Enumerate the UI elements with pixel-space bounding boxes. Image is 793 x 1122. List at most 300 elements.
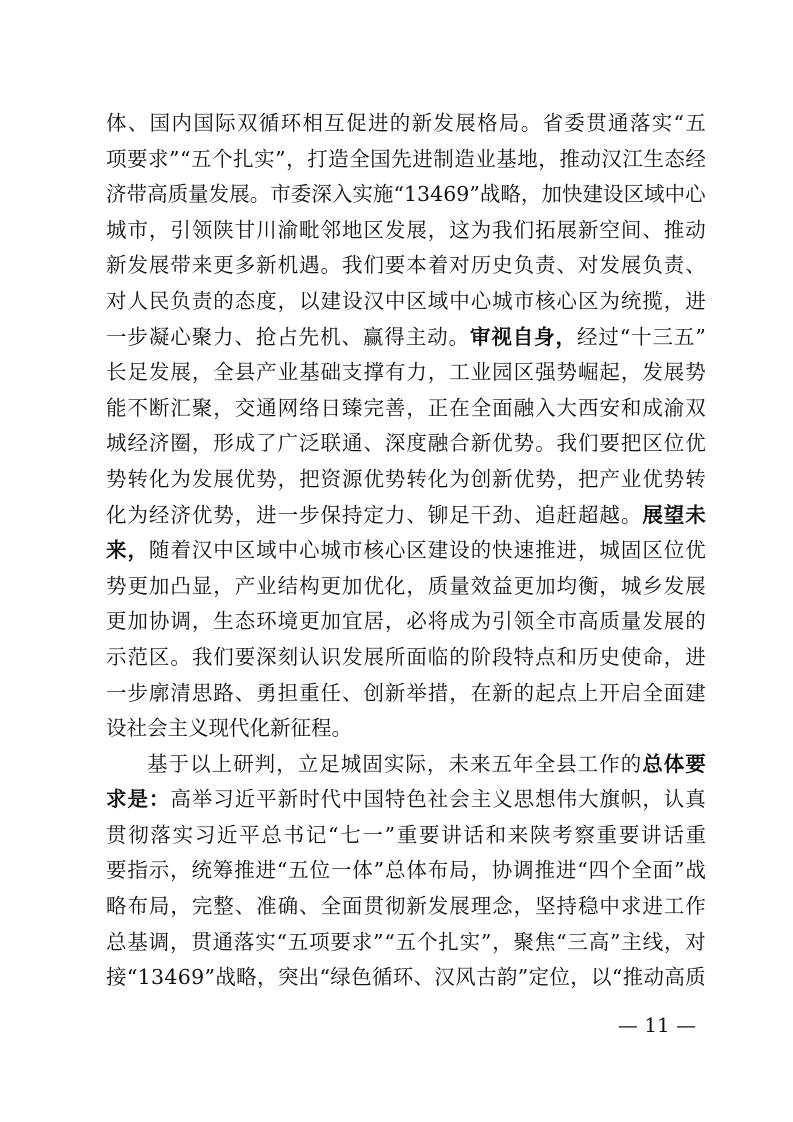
text-char: 阶 bbox=[470, 644, 492, 669]
text-char: 、 bbox=[685, 253, 706, 278]
text-char: 在 bbox=[470, 680, 492, 705]
text-char: ， bbox=[620, 360, 642, 385]
text-char: 负 bbox=[170, 288, 191, 313]
text-char: 能 bbox=[106, 395, 127, 420]
text-char: 中 bbox=[341, 787, 363, 812]
text-char: 经 bbox=[685, 146, 706, 171]
text-char: 9 bbox=[191, 965, 205, 990]
text-char: ， bbox=[470, 858, 491, 883]
text-char: 势 bbox=[106, 466, 127, 491]
text-char: 市 bbox=[270, 182, 291, 207]
text-char: 五 bbox=[673, 324, 695, 349]
text-char: 进 bbox=[642, 894, 663, 919]
text-char: 经 bbox=[148, 502, 170, 527]
text-char: 市 bbox=[556, 609, 578, 634]
text-char: 义 bbox=[492, 787, 513, 812]
text-char: 遇 bbox=[299, 253, 320, 278]
text-char: 判 bbox=[254, 751, 276, 776]
text-char: 地 bbox=[341, 217, 363, 242]
text-char: 伟 bbox=[556, 787, 578, 812]
text-char: 发 bbox=[427, 894, 449, 919]
text-char: ， bbox=[663, 929, 685, 954]
text-char: 征 bbox=[290, 716, 311, 741]
text-char: 动 bbox=[685, 217, 706, 242]
text-char: 现 bbox=[208, 716, 229, 741]
text-char: 国 bbox=[370, 146, 391, 171]
text-char: 优 bbox=[363, 466, 384, 491]
text-char: 西 bbox=[577, 395, 599, 420]
text-line bbox=[106, 426, 706, 462]
text-char: 一 bbox=[362, 822, 383, 847]
text-char: ” bbox=[384, 822, 396, 847]
text-char: 工 bbox=[449, 360, 470, 385]
text-char: 质 bbox=[599, 609, 620, 634]
text-char: 实 bbox=[172, 822, 194, 847]
text-char: 引 bbox=[170, 217, 191, 242]
text-char: ” bbox=[275, 146, 286, 171]
text-char: 的 bbox=[449, 644, 470, 669]
text-char: 经 bbox=[576, 324, 598, 349]
text-char: 造 bbox=[454, 146, 475, 171]
text-char: 入 bbox=[535, 395, 556, 420]
text-char: 局 bbox=[449, 858, 470, 883]
text-char: ” bbox=[204, 965, 215, 990]
text-char: 责 bbox=[535, 253, 556, 278]
text-char: 和 bbox=[556, 644, 578, 669]
text-char: 历 bbox=[577, 644, 599, 669]
text-char: 担 bbox=[277, 680, 299, 705]
text-char: 色 bbox=[351, 965, 372, 990]
text-char: 速 bbox=[513, 538, 535, 563]
text-char: 一 bbox=[106, 680, 127, 705]
section-heading-review-self: 审 bbox=[469, 324, 491, 349]
text-char: 域 bbox=[256, 538, 277, 563]
text-char: 作 bbox=[685, 894, 706, 919]
text-char: 话 bbox=[663, 822, 684, 847]
text-char: 双 bbox=[236, 111, 258, 135]
text-char: 责 bbox=[191, 288, 213, 313]
text-char: 地 bbox=[517, 146, 538, 171]
text-char: 发 bbox=[384, 217, 406, 242]
text-char: 快 bbox=[492, 538, 513, 563]
text-char: 产 bbox=[256, 360, 277, 385]
text-char: 加 bbox=[148, 573, 170, 598]
text-char: 新 bbox=[384, 680, 406, 705]
text-char: 扎 bbox=[438, 929, 459, 954]
text-char: 定 bbox=[363, 502, 384, 527]
section-heading-review-self: 视 bbox=[491, 324, 512, 349]
text-char: 帜 bbox=[620, 787, 642, 812]
text-char: 重 bbox=[396, 822, 418, 847]
text-char: 入 bbox=[331, 182, 353, 207]
text-char: 面 bbox=[341, 894, 363, 919]
text-char: 机 bbox=[277, 253, 299, 278]
text-char: “ bbox=[556, 929, 567, 954]
text-char: 发 bbox=[341, 644, 363, 669]
text-char: 构 bbox=[299, 573, 320, 598]
text-char: 要 bbox=[419, 822, 440, 847]
text-char: 、 bbox=[341, 680, 363, 705]
text-char: 优 bbox=[685, 431, 706, 456]
text-char: 经 bbox=[127, 431, 148, 456]
text-char: 点 bbox=[535, 644, 556, 669]
text-char: 一 bbox=[330, 858, 352, 883]
text-char: 个 bbox=[416, 929, 438, 954]
text-char: 定 bbox=[528, 965, 550, 990]
text-char: 中 bbox=[664, 182, 686, 207]
text-char: 区 bbox=[513, 360, 535, 385]
text-char: 业 bbox=[470, 360, 492, 385]
text-char: 准 bbox=[256, 894, 277, 919]
text-char: ， bbox=[449, 680, 470, 705]
text-char: 越 bbox=[599, 502, 620, 527]
text-char: 设 bbox=[106, 716, 127, 741]
text-char: 五 bbox=[191, 146, 212, 171]
text-char: 展 bbox=[663, 609, 685, 634]
text-char: 甘 bbox=[234, 217, 256, 242]
text-char: 路 bbox=[213, 680, 234, 705]
text-char: 泛 bbox=[299, 431, 320, 456]
text-char: 日 bbox=[320, 395, 342, 420]
text-char: 为 bbox=[470, 609, 492, 634]
text-char: ” bbox=[373, 929, 384, 954]
text-char: 发 bbox=[433, 111, 454, 135]
text-char: 市 bbox=[513, 288, 535, 313]
text-char: 举 bbox=[191, 787, 213, 812]
text-char: 协 bbox=[148, 609, 170, 634]
text-char: 主 bbox=[405, 324, 427, 349]
text-char: 布 bbox=[427, 858, 449, 883]
text-char: 未 bbox=[448, 751, 469, 776]
text-char: 环 bbox=[280, 111, 302, 135]
text-char: 、 bbox=[363, 431, 384, 456]
text-char: 、 bbox=[127, 111, 149, 135]
text-char: 通 bbox=[341, 431, 363, 456]
text-char: 势 bbox=[663, 466, 685, 491]
text-line bbox=[106, 355, 706, 391]
text-char: 我 bbox=[191, 644, 213, 669]
text-char: 整 bbox=[213, 894, 234, 919]
text-char: 圈 bbox=[170, 431, 191, 456]
text-char: 进 bbox=[555, 858, 577, 883]
text-char: 展 bbox=[663, 360, 685, 385]
text-char: 铆 bbox=[427, 502, 449, 527]
text-char: 色 bbox=[406, 787, 427, 812]
text-char: 优 bbox=[685, 538, 706, 563]
text-char: 量 bbox=[620, 609, 642, 634]
text-char: 际 bbox=[405, 751, 426, 776]
text-char: 完 bbox=[191, 894, 213, 919]
text-char: 五 bbox=[288, 858, 309, 883]
section-heading-overall-requirement: 要 bbox=[685, 751, 706, 776]
text-line bbox=[106, 391, 706, 427]
text-char: 新 bbox=[406, 894, 427, 919]
text-char: 打 bbox=[307, 146, 328, 171]
text-char: ” bbox=[674, 858, 685, 883]
text-char: 全 bbox=[470, 395, 492, 420]
text-char: 邻 bbox=[320, 217, 342, 242]
text-char: 全 bbox=[631, 858, 652, 883]
text-char: 结 bbox=[277, 573, 299, 598]
text-char: 贯 bbox=[586, 111, 607, 135]
text-char: 重 bbox=[685, 822, 706, 847]
text-char: 新 bbox=[492, 680, 513, 705]
text-char: 来 bbox=[507, 822, 529, 847]
text-char: 质 bbox=[427, 573, 449, 598]
text-char: 干 bbox=[470, 502, 492, 527]
text-char: 占 bbox=[277, 324, 298, 349]
text-char: 崛 bbox=[577, 360, 599, 385]
text-char: 们 bbox=[213, 644, 234, 669]
text-char: 责 bbox=[663, 253, 685, 278]
text-char: 新 bbox=[470, 431, 492, 456]
text-char: 调 bbox=[513, 858, 534, 883]
text-char: 济 bbox=[106, 182, 127, 207]
text-char: 力 bbox=[213, 324, 234, 349]
text-char: 高 bbox=[588, 929, 610, 954]
text-char: 城 bbox=[620, 573, 642, 598]
text-char: 加 bbox=[127, 609, 148, 634]
text-char: 刻 bbox=[277, 644, 299, 669]
text-char: 要 bbox=[234, 644, 256, 669]
text-char: 域 bbox=[427, 288, 449, 313]
text-char: 项 bbox=[106, 146, 127, 171]
text-char: 对 bbox=[106, 288, 127, 313]
text-char: 展 bbox=[620, 253, 642, 278]
text-char: 工 bbox=[577, 751, 599, 776]
text-char: 有 bbox=[384, 360, 406, 385]
text-char: 推 bbox=[622, 965, 644, 990]
text-char: 广 bbox=[277, 431, 299, 456]
text-char: 新 bbox=[277, 787, 299, 812]
text-char: 基 bbox=[127, 929, 148, 954]
text-char: 设 bbox=[449, 538, 470, 563]
text-char: 完 bbox=[363, 395, 384, 420]
text-char: 通 bbox=[212, 929, 234, 954]
text-char: 加 bbox=[320, 609, 342, 634]
text-char: ” bbox=[373, 858, 385, 883]
text-char: 6 bbox=[443, 182, 457, 207]
text-char: 6 bbox=[177, 965, 191, 990]
text-char: 得 bbox=[384, 324, 405, 349]
text-char: 深 bbox=[311, 182, 332, 207]
text-char: 习 bbox=[213, 787, 234, 812]
text-char: 济 bbox=[170, 502, 191, 527]
text-char: 会 bbox=[449, 787, 470, 812]
text-char: 面 bbox=[492, 395, 513, 420]
text-char: 先 bbox=[391, 146, 412, 171]
text-char: 示 bbox=[106, 644, 127, 669]
text-char: 间 bbox=[620, 217, 642, 242]
text-char: 带 bbox=[170, 253, 191, 278]
text-char: 面 bbox=[663, 680, 685, 705]
text-char: 认 bbox=[299, 644, 320, 669]
text-char: 设 bbox=[341, 288, 363, 313]
text-char: 长 bbox=[106, 360, 127, 385]
text-char: 态 bbox=[234, 288, 256, 313]
text-line bbox=[106, 106, 706, 142]
text-char: 着 bbox=[427, 253, 449, 278]
text-char: 优 bbox=[191, 502, 213, 527]
text-char: 求 bbox=[620, 894, 642, 919]
text-char: 更 bbox=[213, 253, 234, 278]
text-char: 市 bbox=[127, 217, 148, 242]
text-char: 区 bbox=[406, 288, 427, 313]
text-char: 区 bbox=[148, 644, 170, 669]
text-char: 产 bbox=[234, 573, 256, 598]
text-char: “ bbox=[319, 965, 330, 990]
text-char: 1 bbox=[137, 965, 151, 990]
text-char: 量 bbox=[449, 573, 470, 598]
text-line bbox=[106, 818, 706, 854]
text-char: 臻 bbox=[341, 395, 363, 420]
text-char: ， bbox=[538, 146, 559, 171]
section-heading-outlook: 望 bbox=[663, 502, 685, 527]
text-char: 持 bbox=[556, 894, 578, 919]
text-char: 的 bbox=[513, 680, 535, 705]
text-line bbox=[106, 640, 706, 676]
text-char: 步 bbox=[127, 680, 148, 705]
text-char: 、 bbox=[642, 217, 663, 242]
text-char: “ bbox=[276, 858, 288, 883]
text-char: 加 bbox=[535, 573, 556, 598]
text-char: 度 bbox=[406, 431, 427, 456]
text-char: 十 bbox=[631, 324, 652, 349]
text-char: 城 bbox=[340, 751, 362, 776]
text-char: 转 bbox=[406, 466, 427, 491]
text-char: 态 bbox=[664, 146, 685, 171]
text-char: 启 bbox=[620, 680, 642, 705]
text-char: 汉 bbox=[363, 288, 384, 313]
text-char: 展 bbox=[685, 573, 706, 598]
text-char: 全 bbox=[642, 680, 663, 705]
text-char: 讲 bbox=[441, 822, 462, 847]
text-char: 时 bbox=[299, 787, 320, 812]
text-char: 的 bbox=[470, 538, 492, 563]
text-char: 韵 bbox=[496, 965, 518, 990]
text-char: 起 bbox=[599, 360, 620, 385]
text-char: 书 bbox=[283, 822, 305, 847]
text-char: 。 bbox=[249, 182, 271, 207]
text-char: 发 bbox=[599, 253, 620, 278]
text-char: 为 bbox=[449, 466, 470, 491]
text-char: 进 bbox=[412, 146, 433, 171]
text-char: 作 bbox=[599, 751, 620, 776]
text-char: 线 bbox=[642, 929, 664, 954]
text-char: ， bbox=[191, 360, 213, 385]
text-char: 业 bbox=[620, 466, 642, 491]
text-char: 落 bbox=[233, 929, 255, 954]
text-char: “ bbox=[619, 324, 631, 349]
text-char: 进 bbox=[255, 858, 277, 883]
section-heading-outlook: ， bbox=[127, 538, 148, 563]
text-char: 举 bbox=[406, 680, 427, 705]
text-char: 五 bbox=[685, 111, 706, 135]
text-char: 超 bbox=[577, 502, 599, 527]
text-char: 体 bbox=[406, 858, 427, 883]
text-char: 研 bbox=[233, 751, 254, 776]
text-char: 坚 bbox=[535, 894, 556, 919]
text-char: 力 bbox=[384, 502, 406, 527]
text-char: 我 bbox=[492, 217, 513, 242]
text-char: 年 bbox=[513, 751, 534, 776]
text-char: 推 bbox=[534, 858, 556, 883]
text-char: 4 bbox=[164, 965, 178, 990]
text-char: 基 bbox=[496, 146, 517, 171]
text-char: 面 bbox=[406, 644, 427, 669]
text-char: 正 bbox=[427, 395, 449, 420]
text-char: 业 bbox=[256, 573, 277, 598]
text-char: 人 bbox=[127, 288, 148, 313]
text-char: 基 bbox=[147, 751, 168, 776]
text-char: 优 bbox=[513, 466, 535, 491]
text-char: 转 bbox=[685, 466, 706, 491]
text-char: 足 bbox=[319, 751, 340, 776]
text-char: 均 bbox=[556, 573, 578, 598]
text-char: 。 bbox=[320, 253, 342, 278]
text-char: 了 bbox=[256, 431, 277, 456]
text-char: 展 bbox=[229, 182, 250, 207]
text-char: 善 bbox=[384, 395, 406, 420]
text-char: 建 bbox=[685, 680, 706, 705]
text-char: 相 bbox=[302, 111, 323, 135]
text-char: 负 bbox=[513, 253, 535, 278]
text-char: ” bbox=[469, 182, 480, 207]
text-char: 五 bbox=[395, 929, 417, 954]
text-char: 发 bbox=[642, 360, 663, 385]
text-char: ， bbox=[406, 395, 427, 420]
text-char: 对 bbox=[449, 253, 470, 278]
text-char: 益 bbox=[492, 573, 513, 598]
text-char: ， bbox=[191, 609, 213, 634]
text-char: 体 bbox=[352, 858, 373, 883]
text-char: 步 bbox=[127, 324, 148, 349]
text-char: 区 bbox=[642, 538, 663, 563]
text-char: ” bbox=[517, 965, 529, 990]
text-char: 位 bbox=[663, 431, 685, 456]
text-char: 义 bbox=[188, 716, 209, 741]
text-char: 新 bbox=[411, 111, 433, 135]
text-char: 劲 bbox=[492, 502, 513, 527]
text-char: 对 bbox=[577, 253, 599, 278]
text-char: 要 bbox=[330, 929, 351, 954]
text-char: 安 bbox=[599, 395, 620, 420]
text-char: 指 bbox=[127, 858, 148, 883]
text-char: 区 bbox=[406, 538, 427, 563]
text-char: 贯 bbox=[191, 929, 212, 954]
text-char: 焦 bbox=[534, 929, 556, 954]
text-char: 必 bbox=[406, 609, 427, 634]
text-char: 城 bbox=[106, 431, 127, 456]
text-char: 为 bbox=[470, 217, 492, 242]
text-char: 和 bbox=[620, 395, 642, 420]
text-char: 会 bbox=[147, 716, 168, 741]
text-char: 联 bbox=[320, 431, 342, 456]
text-char: 推 bbox=[535, 538, 556, 563]
text-char: 区 bbox=[623, 182, 645, 207]
text-char: 出 bbox=[298, 965, 320, 990]
text-char: 际 bbox=[215, 111, 236, 135]
text-char: 思 bbox=[191, 680, 213, 705]
text-char: 清 bbox=[170, 680, 191, 705]
text-char: 产 bbox=[599, 466, 620, 491]
text-char: 总 bbox=[106, 929, 127, 954]
text-char: 循 bbox=[258, 111, 280, 135]
text-char: 渝 bbox=[277, 217, 299, 242]
text-char: ” bbox=[480, 929, 492, 954]
text-char: ， bbox=[426, 751, 448, 776]
text-char: 设 bbox=[603, 182, 624, 207]
